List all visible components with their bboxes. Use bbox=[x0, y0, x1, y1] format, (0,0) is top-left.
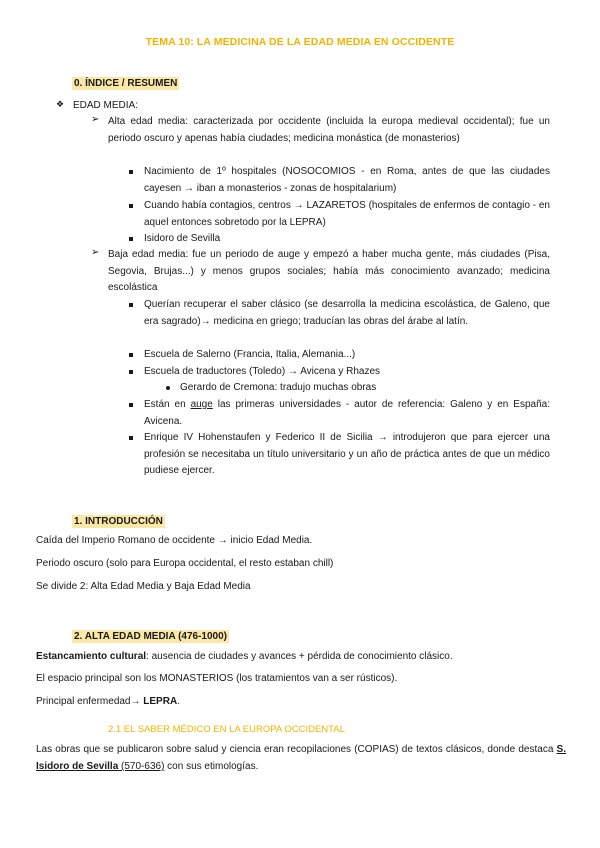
section-heading-intro: 1. INTRODUCCIÓN bbox=[74, 516, 163, 527]
arrow-bullet-icon: ➢ bbox=[91, 247, 100, 258]
document-title: TEMA 10: LA MEDICINA DE LA EDAD MEDIA EN OCCIDENTE bbox=[145, 36, 455, 48]
alta-edad-media-summary: Alta edad media: caracterizada por occidente (incluida la europa medieval occidental); fue un periodo oscuro y apenas había ciudades; medicina monástica (de monasterios) bbox=[108, 116, 550, 144]
subsection-heading: 2.1 EL SABER MÉDICO EN LA EUROPA OCCIDENTAL bbox=[108, 724, 345, 735]
list-item: Escuela de Salerno (Francia, Italia, Alemania...) bbox=[144, 349, 356, 360]
edad-media-label: EDAD MEDIA: bbox=[73, 100, 139, 111]
estancamiento-paragraph: Estancamiento cultural: ausencia de ciudades y avances + pérdida de conocimiento clásico. bbox=[36, 651, 453, 662]
list-item: Escuela de traductores (Toledo) → Avicena y Rhazes bbox=[144, 366, 381, 377]
square-bullet-icon bbox=[129, 403, 133, 407]
section-heading-alta: 2. ALTA EDAD MEDIA (476-1000) bbox=[74, 631, 227, 642]
round-bullet-icon bbox=[166, 386, 170, 390]
sub-list-item: Gerardo de Cremona: tradujo muchas obras bbox=[180, 382, 377, 393]
square-bullet-icon bbox=[129, 436, 133, 440]
square-bullet-icon bbox=[129, 303, 133, 307]
list-item: Están en auge las primeras universidades - autor de referencia: Galeno y en España: Avicena. bbox=[144, 399, 550, 427]
square-bullet-icon bbox=[129, 204, 133, 208]
square-bullet-icon bbox=[129, 170, 133, 174]
enfermedad-paragraph: Principal enfermedad→ LEPRA. bbox=[36, 696, 180, 707]
intro-line: Se divide 2: Alta Edad Media y Baja Edad Media bbox=[36, 581, 251, 592]
diamond-bullet-icon: ❖ bbox=[56, 99, 65, 109]
list-item: Nacimiento de 1º hospitales (NOSOCOMIOS - en Roma, antes de que las ciudades cayesen → iban a monasterios - zonas de hospitalarium) bbox=[144, 166, 550, 194]
intro-line: Caída del Imperio Romano de occidente → inicio Edad Media. bbox=[36, 535, 313, 546]
square-bullet-icon bbox=[129, 353, 133, 357]
espacio-paragraph: El espacio principal son los MONASTERIOS (los tratamientos van a ser rústicos). bbox=[36, 673, 398, 684]
intro-line: Periodo oscuro (solo para Europa occidental, el resto estaban chill) bbox=[36, 558, 334, 569]
list-item: Enrique IV Hohenstaufen y Federico II de Sicilia → introdujeron que para ejercer una profesión se necesitaba un título universitario y un año de práctica antes de que un médico pudiese ejercer. bbox=[144, 432, 550, 476]
obras-paragraph: Las obras que se publicaron sobre salud y ciencia eran recopilaciones (COPIAS) de textos clásicos, donde destaca S. Isidoro de Sevilla (570-636) con sus etimologías. bbox=[36, 744, 566, 772]
baja-edad-media-summary: Baja edad media: fue un periodo de auge y empezó a haber mucha gente, más ciudades (Pisa, Segovia, Brujas...) y menos grupos sociales; había más conocimiento avanzado; medicina escolástica bbox=[108, 249, 550, 293]
arrow-bullet-icon: ➢ bbox=[91, 114, 100, 125]
list-item: Cuando había contagios, centros → LAZARETOS (hospitales de enfermos de contagio - en aquel entonces sobretodo por la LEPRA) bbox=[144, 200, 550, 228]
square-bullet-icon bbox=[129, 237, 133, 241]
section-heading-index: 0. ÍNDICE / RESUMEN bbox=[74, 78, 178, 89]
square-bullet-icon bbox=[129, 370, 133, 374]
list-item: Isidoro de Sevilla bbox=[144, 233, 221, 244]
list-item: Querían recuperar el saber clásico (se desarrolla la medicina escolástica, de Galeno, que era sagrado)→ medicina en griego; traducían las obras del árabe al latín. bbox=[144, 299, 550, 327]
